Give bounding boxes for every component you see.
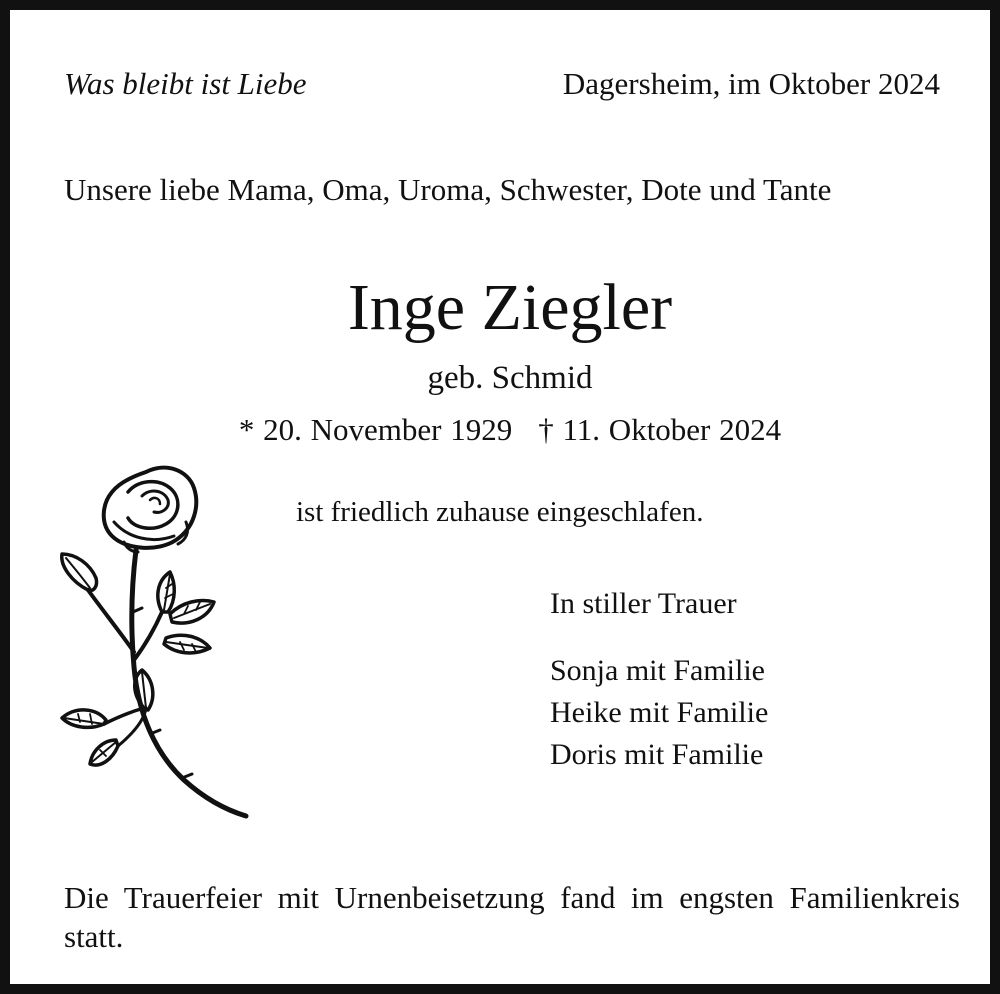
mourner-name: Sonja mit Familie: [550, 654, 765, 687]
death-statement: ist friedlich zuhause eingeschlafen.: [296, 496, 704, 528]
mourning-heading: In stiller Trauer: [550, 587, 737, 620]
birth-date: * 20. November 1929: [238, 412, 513, 447]
mourners-list: [550, 650, 768, 776]
life-dates: [10, 410, 1000, 450]
death-date: † 11. Oktober 2024: [538, 412, 782, 447]
place-date: Dagersheim, im Oktober 2024: [562, 66, 940, 101]
motto: Was bleibt ist Liebe: [64, 66, 307, 101]
funeral-note: Die Trauerfeier mit Urnenbeisetzung fand im engsten Familienkreis statt.: [64, 880, 960, 954]
maiden-name: geb. Schmid: [427, 360, 593, 396]
intro-text: Unsere liebe Mama, Oma, Uroma, Schwester, Dote und Tante: [64, 172, 832, 207]
deceased-name: Inge Ziegler: [347, 271, 673, 344]
mourner-name: Doris mit Familie: [550, 738, 764, 771]
mourner-name: Heike mit Familie: [550, 696, 769, 729]
rose-icon: [54, 462, 264, 822]
